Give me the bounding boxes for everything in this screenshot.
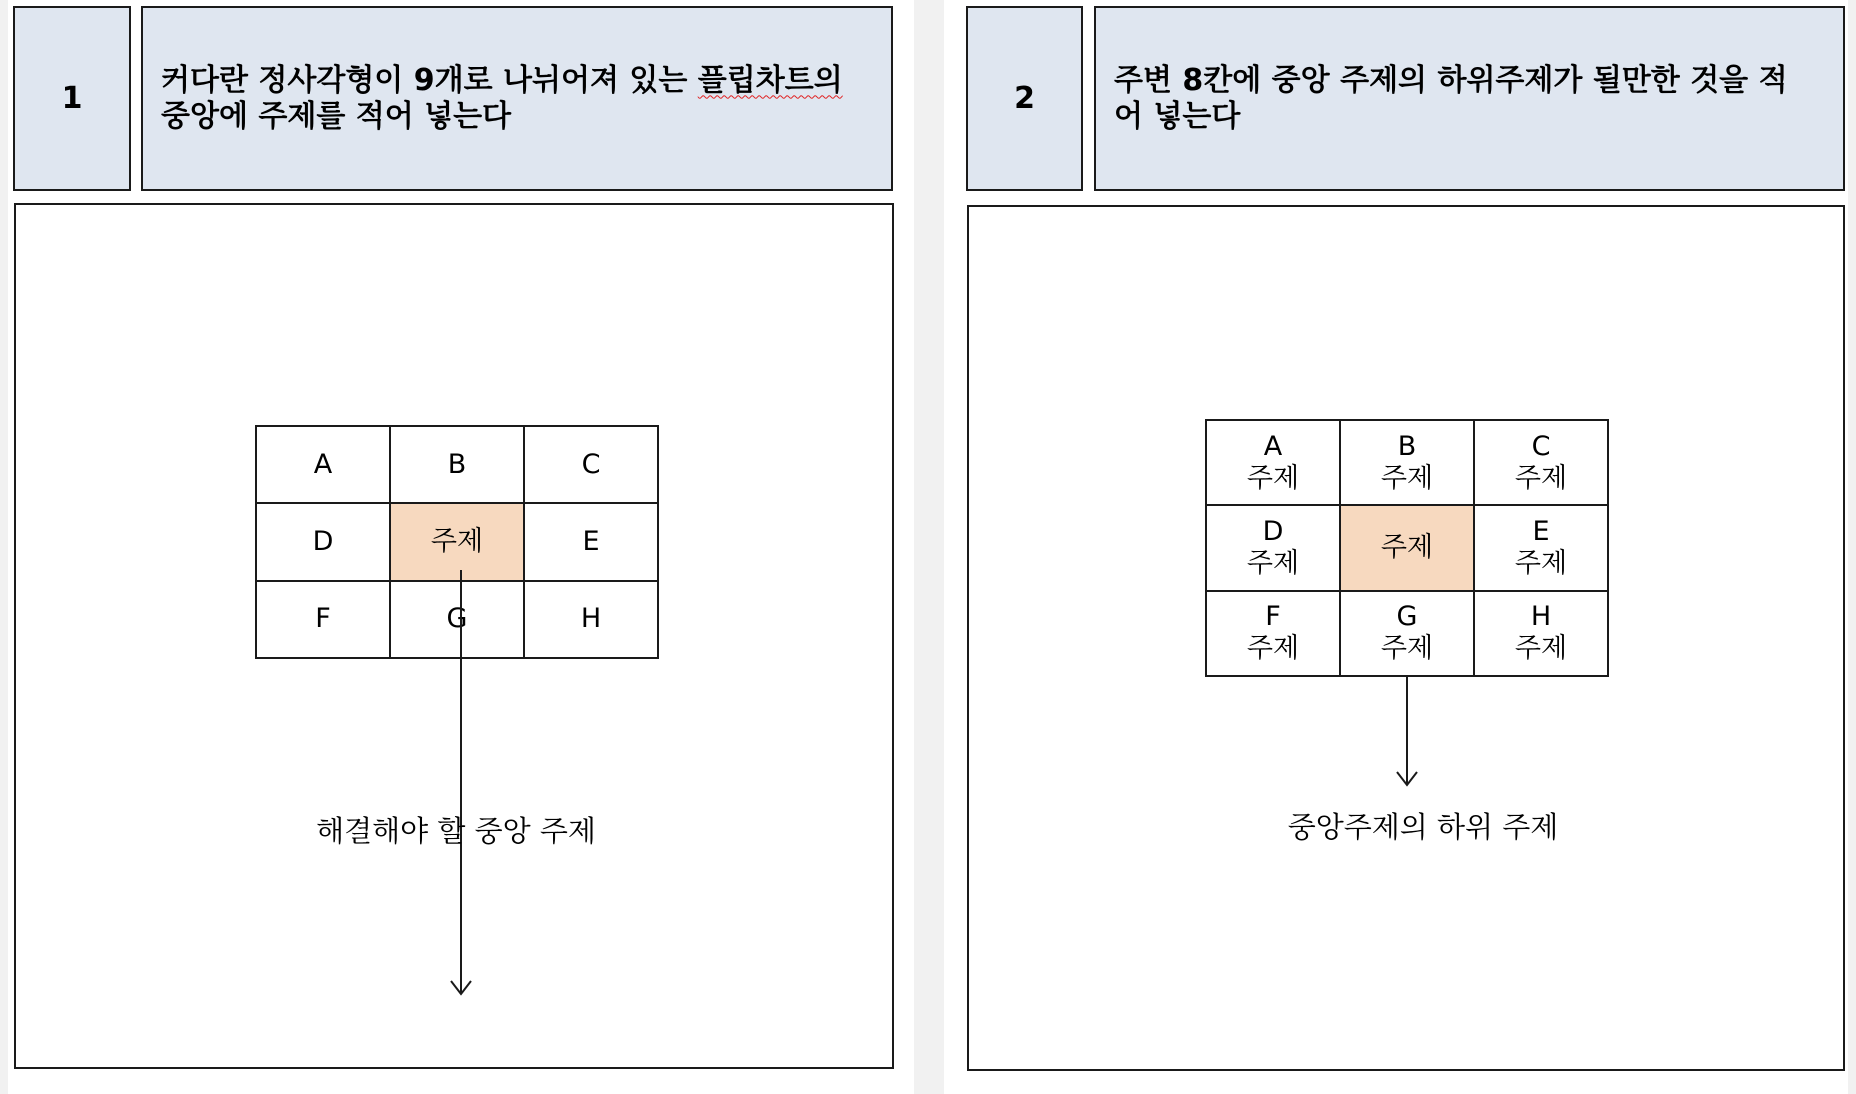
step-title (161, 63, 843, 135)
diagram-caption: 중앙주제의 하위 주제 (1287, 810, 1559, 844)
grid-cell-e: E (525, 504, 659, 581)
nine-square-grid (1205, 419, 1609, 677)
down-arrow-icon (1392, 677, 1422, 795)
grid-cell-b: B (391, 427, 525, 504)
step-panel-1 (0, 0, 914, 1094)
step-title-line1: 커다란 정사각형이 9개로 나뉘어져 있는 (161, 62, 698, 98)
diagram-caption: 해결해야 할 중앙 주제 (316, 814, 596, 848)
step-number-box (966, 6, 1083, 191)
grid-cell-f: F (257, 582, 391, 659)
right-gutter (1848, 0, 1856, 1094)
grid-cell-center-topic: 주제 (1341, 506, 1475, 591)
step-title-box (141, 6, 893, 191)
grid-cell-c: C (525, 427, 659, 504)
grid-cell-d: D 주제 (1207, 506, 1341, 591)
grid-cell-c: C 주제 (1475, 421, 1609, 506)
grid-cell-h: H 주제 (1475, 592, 1609, 677)
grid-cell-b: B 주제 (1341, 421, 1475, 506)
grid-cell-f: F 주제 (1207, 592, 1341, 677)
step-number: 2 (1014, 81, 1035, 116)
grid-cell-g: G (391, 582, 525, 659)
diagram-area (967, 205, 1845, 1071)
spellcheck-flagged-word[interactable]: 플립차트의 (697, 62, 843, 98)
step-title (1114, 63, 1788, 135)
down-arrow-icon (446, 565, 476, 1005)
grid-cell-h: H (525, 582, 659, 659)
step-title-line1: 주변 8칸에 중앙 주제의 하위주제가 될만한 것을 적 (1114, 62, 1788, 98)
diagram-area (14, 203, 894, 1069)
grid-cell-a: A (257, 427, 391, 504)
step-number-box (13, 6, 131, 191)
step-number: 1 (61, 81, 83, 116)
grid-cell-g: G 주제 (1341, 592, 1475, 677)
step-title-line2: 중앙에 주제를 적어 넣는다 (161, 98, 512, 134)
step-title-line2: 어 넣는다 (1114, 98, 1241, 134)
center-gutter (914, 0, 944, 1094)
grid-cell-e: E 주제 (1475, 506, 1609, 591)
step-panel-2 (944, 0, 1848, 1094)
grid-cell-d: D (257, 504, 391, 581)
step-title-box (1094, 6, 1845, 191)
grid-cell-a: A 주제 (1207, 421, 1341, 506)
grid-cell-center-topic: 주제 (391, 504, 525, 581)
